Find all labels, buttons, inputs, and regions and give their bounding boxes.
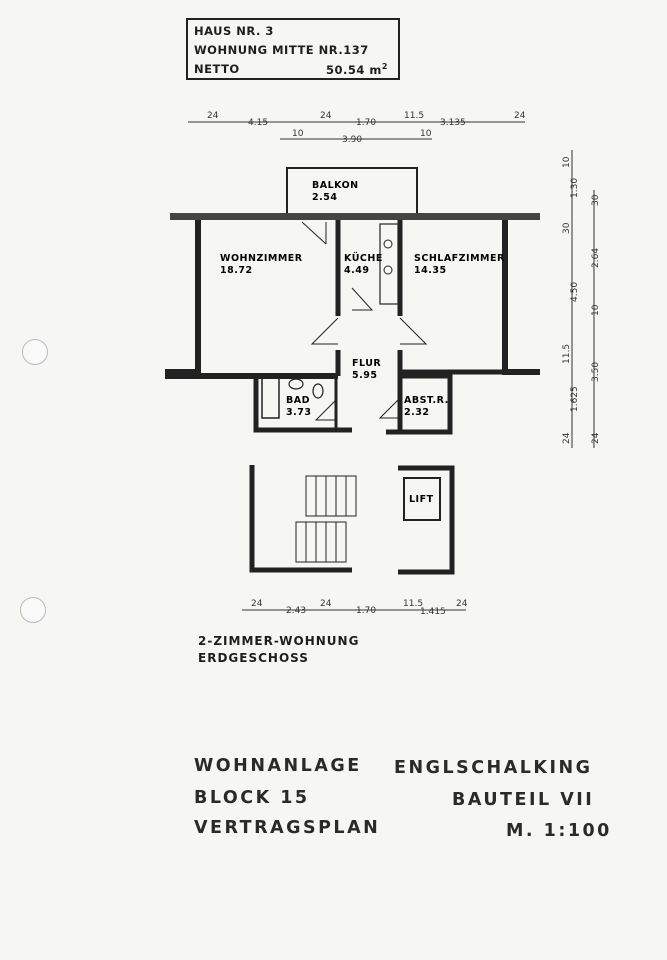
- dim-bottom-3: 24: [320, 599, 332, 609]
- stair-flight-lower: [296, 522, 346, 562]
- dim-top-4: 1.70: [356, 118, 377, 128]
- wohnzimmer-label: WOHNZIMMER: [220, 253, 303, 264]
- kitchen-counter: [380, 224, 398, 304]
- caption-floor: ERDGESCHOSS: [198, 651, 309, 665]
- title-plan: VERTRAGSPLAN: [194, 818, 381, 838]
- balcony-door-swing: [302, 222, 326, 244]
- balcony-outline: [287, 168, 417, 214]
- dim-bottom-1: 24: [251, 599, 263, 609]
- abstr-area: 2.32: [404, 407, 430, 418]
- dim-right-6: 4.50: [570, 281, 580, 302]
- dim-top-1: 24: [207, 111, 219, 121]
- living-door-swing: [312, 318, 338, 344]
- wohnung-number: WOHNUNG MITTE NR.137: [194, 43, 369, 57]
- title-project: WOHNANLAGE: [194, 756, 362, 776]
- kueche-label: KÜCHE: [344, 253, 383, 264]
- washbasin: [289, 379, 303, 389]
- stairwell-walls: [252, 465, 352, 570]
- dim-right-9: 3.50: [591, 361, 601, 382]
- bath-door-swing: [316, 400, 336, 420]
- haus-number: HAUS NR. 3: [194, 24, 274, 38]
- dim-second-2: 3.90: [342, 135, 363, 145]
- dim-right-8: 11.5: [562, 343, 572, 364]
- stair-treads-upper: [316, 476, 346, 516]
- bedroom-door-swing: [400, 318, 426, 344]
- dim-top-6: 3.135: [440, 118, 466, 128]
- north-wall: [170, 213, 540, 220]
- kueche-area: 4.49: [344, 265, 370, 276]
- dim-top-3: 24: [320, 111, 332, 121]
- dim-right-4: 30: [562, 222, 572, 234]
- caption-apartment-type: 2-ZIMMER-WOHNUNG: [198, 634, 360, 648]
- bad-area: 3.73: [286, 407, 312, 418]
- title-block: BLOCK 15: [194, 788, 310, 808]
- schlafzimmer-label: SCHLAFZIMMER: [414, 253, 505, 264]
- title-bauteil: BAUTEIL VII: [452, 790, 595, 810]
- balkon-label: BALKON: [312, 180, 359, 191]
- dim-bottom-7: 24: [456, 599, 468, 609]
- schlafzimmer-area: 14.35: [414, 265, 447, 276]
- bad-label: BAD: [286, 395, 310, 406]
- flur-area: 5.95: [352, 370, 378, 381]
- storage-door-swing: [380, 398, 400, 418]
- balkon-area: 2.54: [312, 192, 338, 203]
- sink: [384, 266, 392, 274]
- dim-top-5: 11.5: [404, 111, 425, 121]
- dim-right-11: 24: [562, 432, 572, 444]
- netto-area-unit: 2: [381, 62, 388, 71]
- dim-right-1: 10: [562, 156, 572, 168]
- kitchen-door-swing: [352, 288, 372, 310]
- dim-right-3: 30: [591, 194, 601, 206]
- stove-burner: [384, 240, 392, 248]
- dim-top-2: 4.15: [248, 118, 269, 128]
- dim-right-7: 10: [591, 304, 601, 316]
- dim-right-10: 1.625: [570, 386, 580, 412]
- title-scale: M. 1:100: [506, 821, 612, 841]
- abstr-label: ABST.R.: [404, 395, 449, 406]
- flur-label: FLUR: [352, 358, 382, 369]
- stair-flight-upper: [306, 476, 356, 516]
- dim-top-7: 24: [514, 111, 526, 121]
- dim-bottom-6: 1.415: [420, 607, 446, 617]
- dim-bottom-2: 2.43: [286, 606, 307, 616]
- dim-right-2: 1.30: [570, 177, 580, 198]
- east-wall: [505, 220, 540, 372]
- toilet: [313, 384, 323, 398]
- dim-right-12: 24: [591, 432, 601, 444]
- title-location: ENGLSCHALKING: [394, 758, 593, 778]
- lift-label: LIFT: [409, 494, 434, 505]
- netto-area: 50.54 $m^2$: [326, 62, 388, 77]
- netto-label: NETTO: [194, 62, 240, 76]
- west-wall: [168, 220, 338, 376]
- wohnzimmer-area: 18.72: [220, 265, 253, 276]
- bathtub: [262, 378, 279, 418]
- dim-bottom-5: 11.5: [403, 599, 424, 609]
- dim-second-3: 10: [420, 129, 432, 139]
- dim-bottom-4: 1.70: [356, 606, 377, 616]
- dim-right-5: 2.64: [591, 247, 601, 268]
- dim-second-1: 10: [292, 129, 304, 139]
- stair-treads-lower: [306, 522, 336, 562]
